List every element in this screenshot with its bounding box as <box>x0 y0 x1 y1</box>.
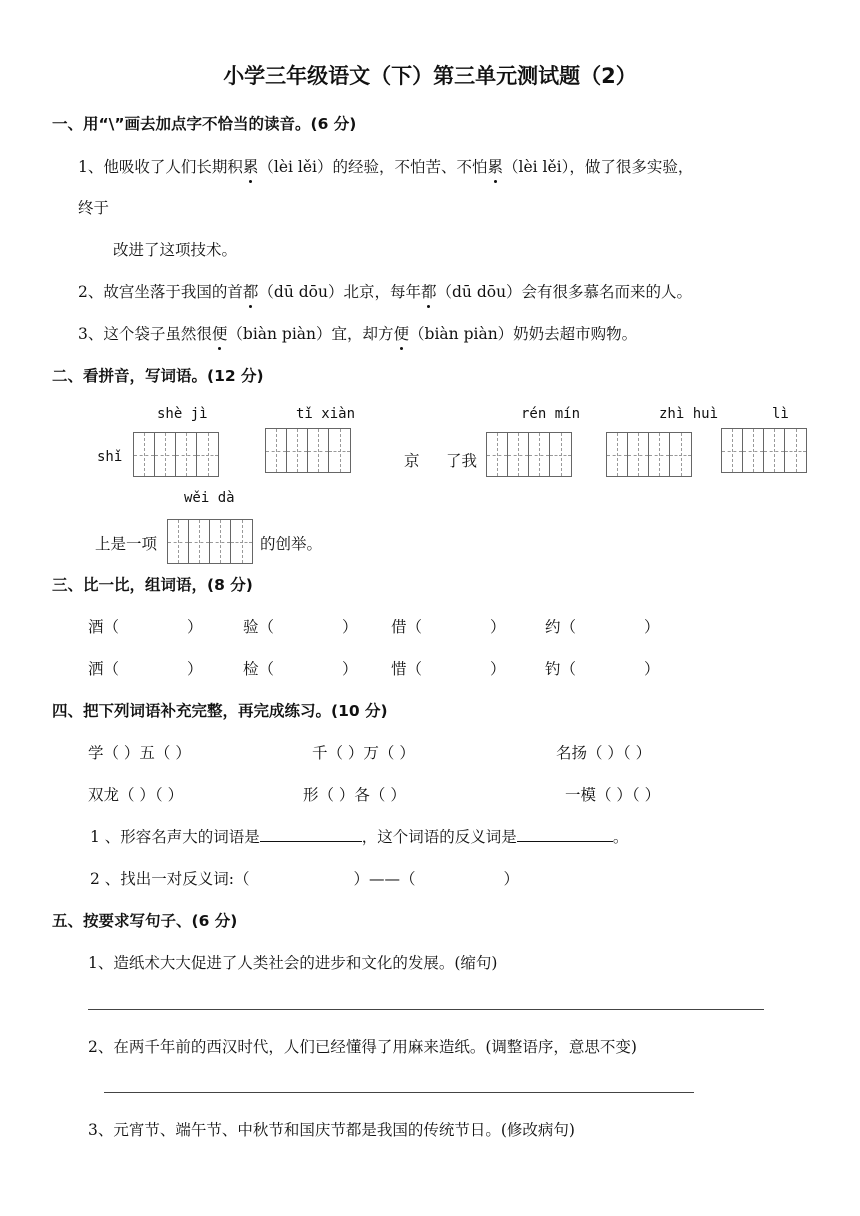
prefix-shi: shǐ <box>97 449 123 465</box>
compare-item: 借（ ） <box>391 618 506 636</box>
idiom-fill: 双龙（ ）（ ） <box>88 786 184 804</box>
compare-item: 酒（ ） <box>88 618 203 636</box>
compare-item: 惜（ ） <box>391 660 506 678</box>
prefix-text: 上是一项 <box>95 535 158 553</box>
s5-question-3: 3、元宵节、端午节、中秋节和国庆节都是我国的传统节日。(修改病句) <box>88 1121 575 1139</box>
s1-question-1: 1、他吸收了人们长期积累（lèi lěi）的经验，不怕苦、不怕累（lèi lěi），做了很多实验， <box>78 155 693 177</box>
writing-grid-renmin[interactable] <box>486 432 572 477</box>
s5-question-1: 1、造纸术大大促进了人类社会的进步和文化的发展。(缩句) <box>88 954 498 972</box>
section-1-heading: 一、用“\”画去加点字不恰当的读音。(6 分) <box>52 115 357 133</box>
idiom-fill: 学（ ）五（ ） <box>88 744 191 762</box>
pinyin-li: lì <box>772 406 789 422</box>
idiom-fill: 千（ ）万（ ） <box>312 744 415 762</box>
pinyin-zhihui: zhì huì <box>659 406 719 422</box>
answer-line[interactable] <box>104 1092 694 1093</box>
dotted-char: 累 <box>243 155 259 177</box>
idiom-fill: 名扬（ ）（ ） <box>556 744 652 762</box>
compare-item: 洒（ ） <box>88 660 203 678</box>
writing-grid-sheji[interactable] <box>133 432 219 477</box>
section-3-heading: 三、比一比，组词语，(8 分) <box>52 576 253 594</box>
idiom-fill: 形（ ）各（ ） <box>303 786 406 804</box>
mid-text-leowo: 了我 <box>446 452 478 470</box>
dotted-char: 都 <box>243 280 259 302</box>
pinyin-tixian: tǐ xiàn <box>296 406 356 422</box>
writing-grid-zhihui[interactable] <box>606 432 692 477</box>
dotted-char: 便 <box>212 322 228 344</box>
pinyin-sheji: shè jì <box>157 406 208 422</box>
answer-blank[interactable] <box>517 825 613 842</box>
answer-line[interactable] <box>88 1009 764 1010</box>
s5-question-2: 2、在两千年前的西汉时代，人们已经懂得了用麻来造纸。(调整语序，意思不变) <box>88 1038 637 1056</box>
s1-question-2: 2、故宫坐落于我国的首都（dū dōu）北京，每年都（dū dōu）会有很多慕名而来的人。 <box>78 280 692 302</box>
pinyin-renmin: rén mín <box>521 406 581 422</box>
idiom-fill: 一模（ ）（ ） <box>565 786 661 804</box>
compare-item: 钓（ ） <box>545 660 660 678</box>
writing-grid-weida[interactable] <box>167 519 253 564</box>
compare-item: 验（ ） <box>243 618 358 636</box>
section-2-heading: 二、看拼音，写词语。(12 分) <box>52 367 264 385</box>
s1-question-1-cont: 终于 <box>78 199 110 217</box>
s1-question-3: 3、这个袋子虽然很便（biàn piàn）宜，却方便（biàn piàn）奶奶去超市购物。 <box>78 322 637 344</box>
s1-question-1-cont2: 改进了这项技术。 <box>113 241 238 259</box>
s4-question-1: 1 、形容名声大的词语是 ，这个词语的反义词是 。 <box>90 825 628 847</box>
compare-item: 检（ ） <box>243 660 358 678</box>
mid-text-jing: 京 <box>404 452 420 470</box>
section-4-heading: 四、把下列词语补充完整，再完成练习。(10 分) <box>52 702 388 720</box>
answer-blank[interactable] <box>260 825 362 842</box>
s4-question-2: 2 、找出一对反义词:（ ）——（ ） <box>90 870 520 888</box>
dotted-char: 都 <box>421 280 437 302</box>
section-5-heading: 五、按要求写句子、(6 分) <box>52 912 238 930</box>
compare-item: 约（ ） <box>545 618 660 636</box>
pinyin-weida: wěi dà <box>184 490 235 506</box>
dotted-char: 便 <box>394 322 410 344</box>
suffix-text: 的创举。 <box>260 535 323 553</box>
page-title: 小学三年级语文（下）第三单元测试题（2） <box>223 64 637 88</box>
writing-grid-li[interactable] <box>721 428 807 473</box>
dotted-char: 累 <box>488 155 504 177</box>
writing-grid-tixian[interactable] <box>265 428 351 473</box>
